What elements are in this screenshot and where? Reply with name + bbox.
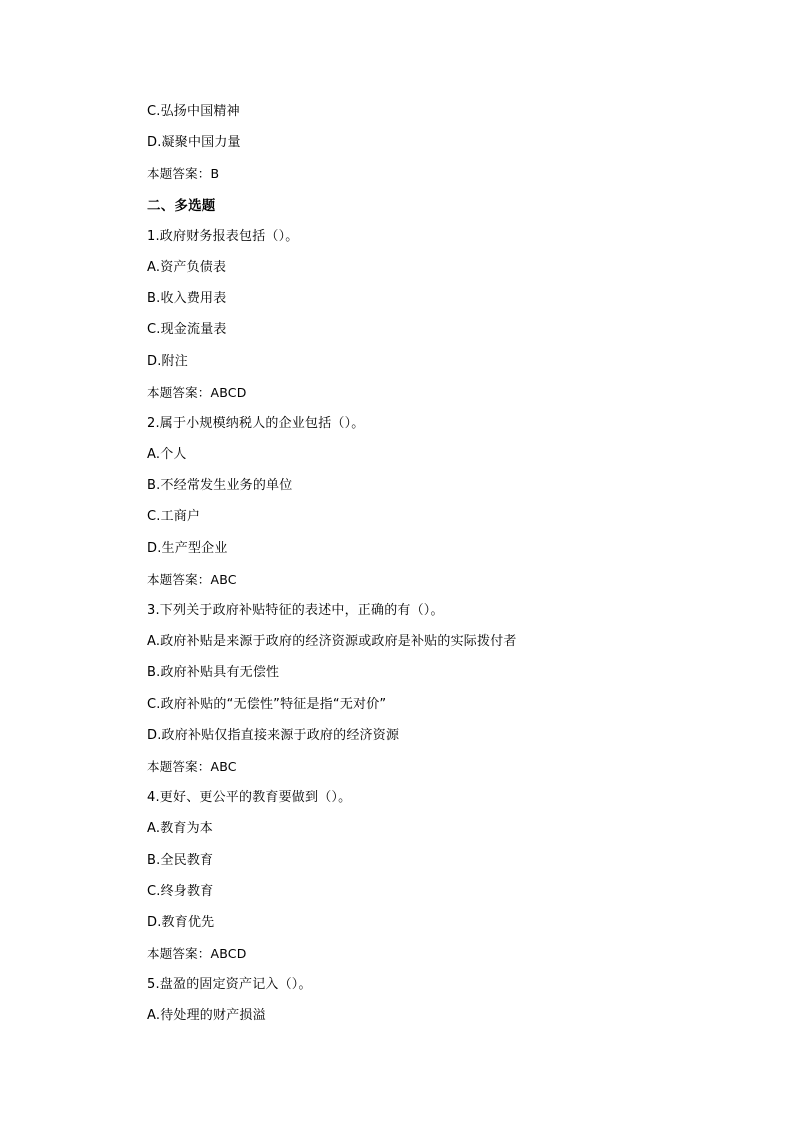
option-line: A.个人: [147, 447, 187, 463]
option-line: A.资产负债表: [147, 259, 227, 275]
answer-line: 本题答案：B: [147, 166, 220, 182]
option-line: B.全民教育: [147, 852, 214, 868]
option-line: C.弘扬中国精神: [147, 104, 240, 119]
option-line: A.待处理的财产损溢: [147, 1008, 266, 1024]
option-line: D.附注: [147, 353, 188, 369]
option-line: C.终身教育: [147, 883, 214, 899]
section-heading: 二、多选题: [147, 197, 216, 214]
answer-line: 本题答案：ABC: [147, 571, 237, 587]
option-line: D.生产型企业: [147, 540, 228, 556]
option-line: B.收入费用表: [147, 291, 227, 307]
option-line: D.政府补贴仅指直接来源于政府的经济资源: [147, 727, 400, 743]
option-line: C.政府补贴的“无偿性”特征是指“无对价”: [147, 696, 387, 712]
answer-line: 本题答案：ABCD: [147, 384, 247, 400]
question-list: [147, 99, 747, 1035]
question-line: 4.更好、更公平的教育要做到（）。: [147, 790, 352, 806]
option-line: A.政府补贴是来源于政府的经济资源或政府是补贴的实际拨付者: [147, 634, 517, 650]
option-line: C.工商户: [147, 509, 201, 525]
question-line: 3.下列关于政府补贴特征的表述中，正确的有（）。: [147, 603, 444, 618]
option-line: B.不经常发生业务的单位: [147, 478, 293, 494]
question-line: 1.政府财务报表包括（）。: [147, 228, 299, 244]
option-line: A.教育为本: [147, 821, 213, 837]
option-line: D.教育优先: [147, 914, 215, 930]
option-line: C.现金流量表: [147, 322, 227, 338]
question-line: 2.属于小规模纳税人的企业包括（）。: [147, 415, 365, 431]
option-line: B.政府补贴具有无偿性: [147, 665, 280, 681]
answer-line: 本题答案：ABCD: [147, 946, 247, 962]
question-line: 5.盘盈的固定资产记入（）。: [147, 977, 312, 993]
option-line: D.凝聚中国力量: [147, 135, 241, 151]
answer-line: 本题答案：ABC: [147, 758, 237, 774]
